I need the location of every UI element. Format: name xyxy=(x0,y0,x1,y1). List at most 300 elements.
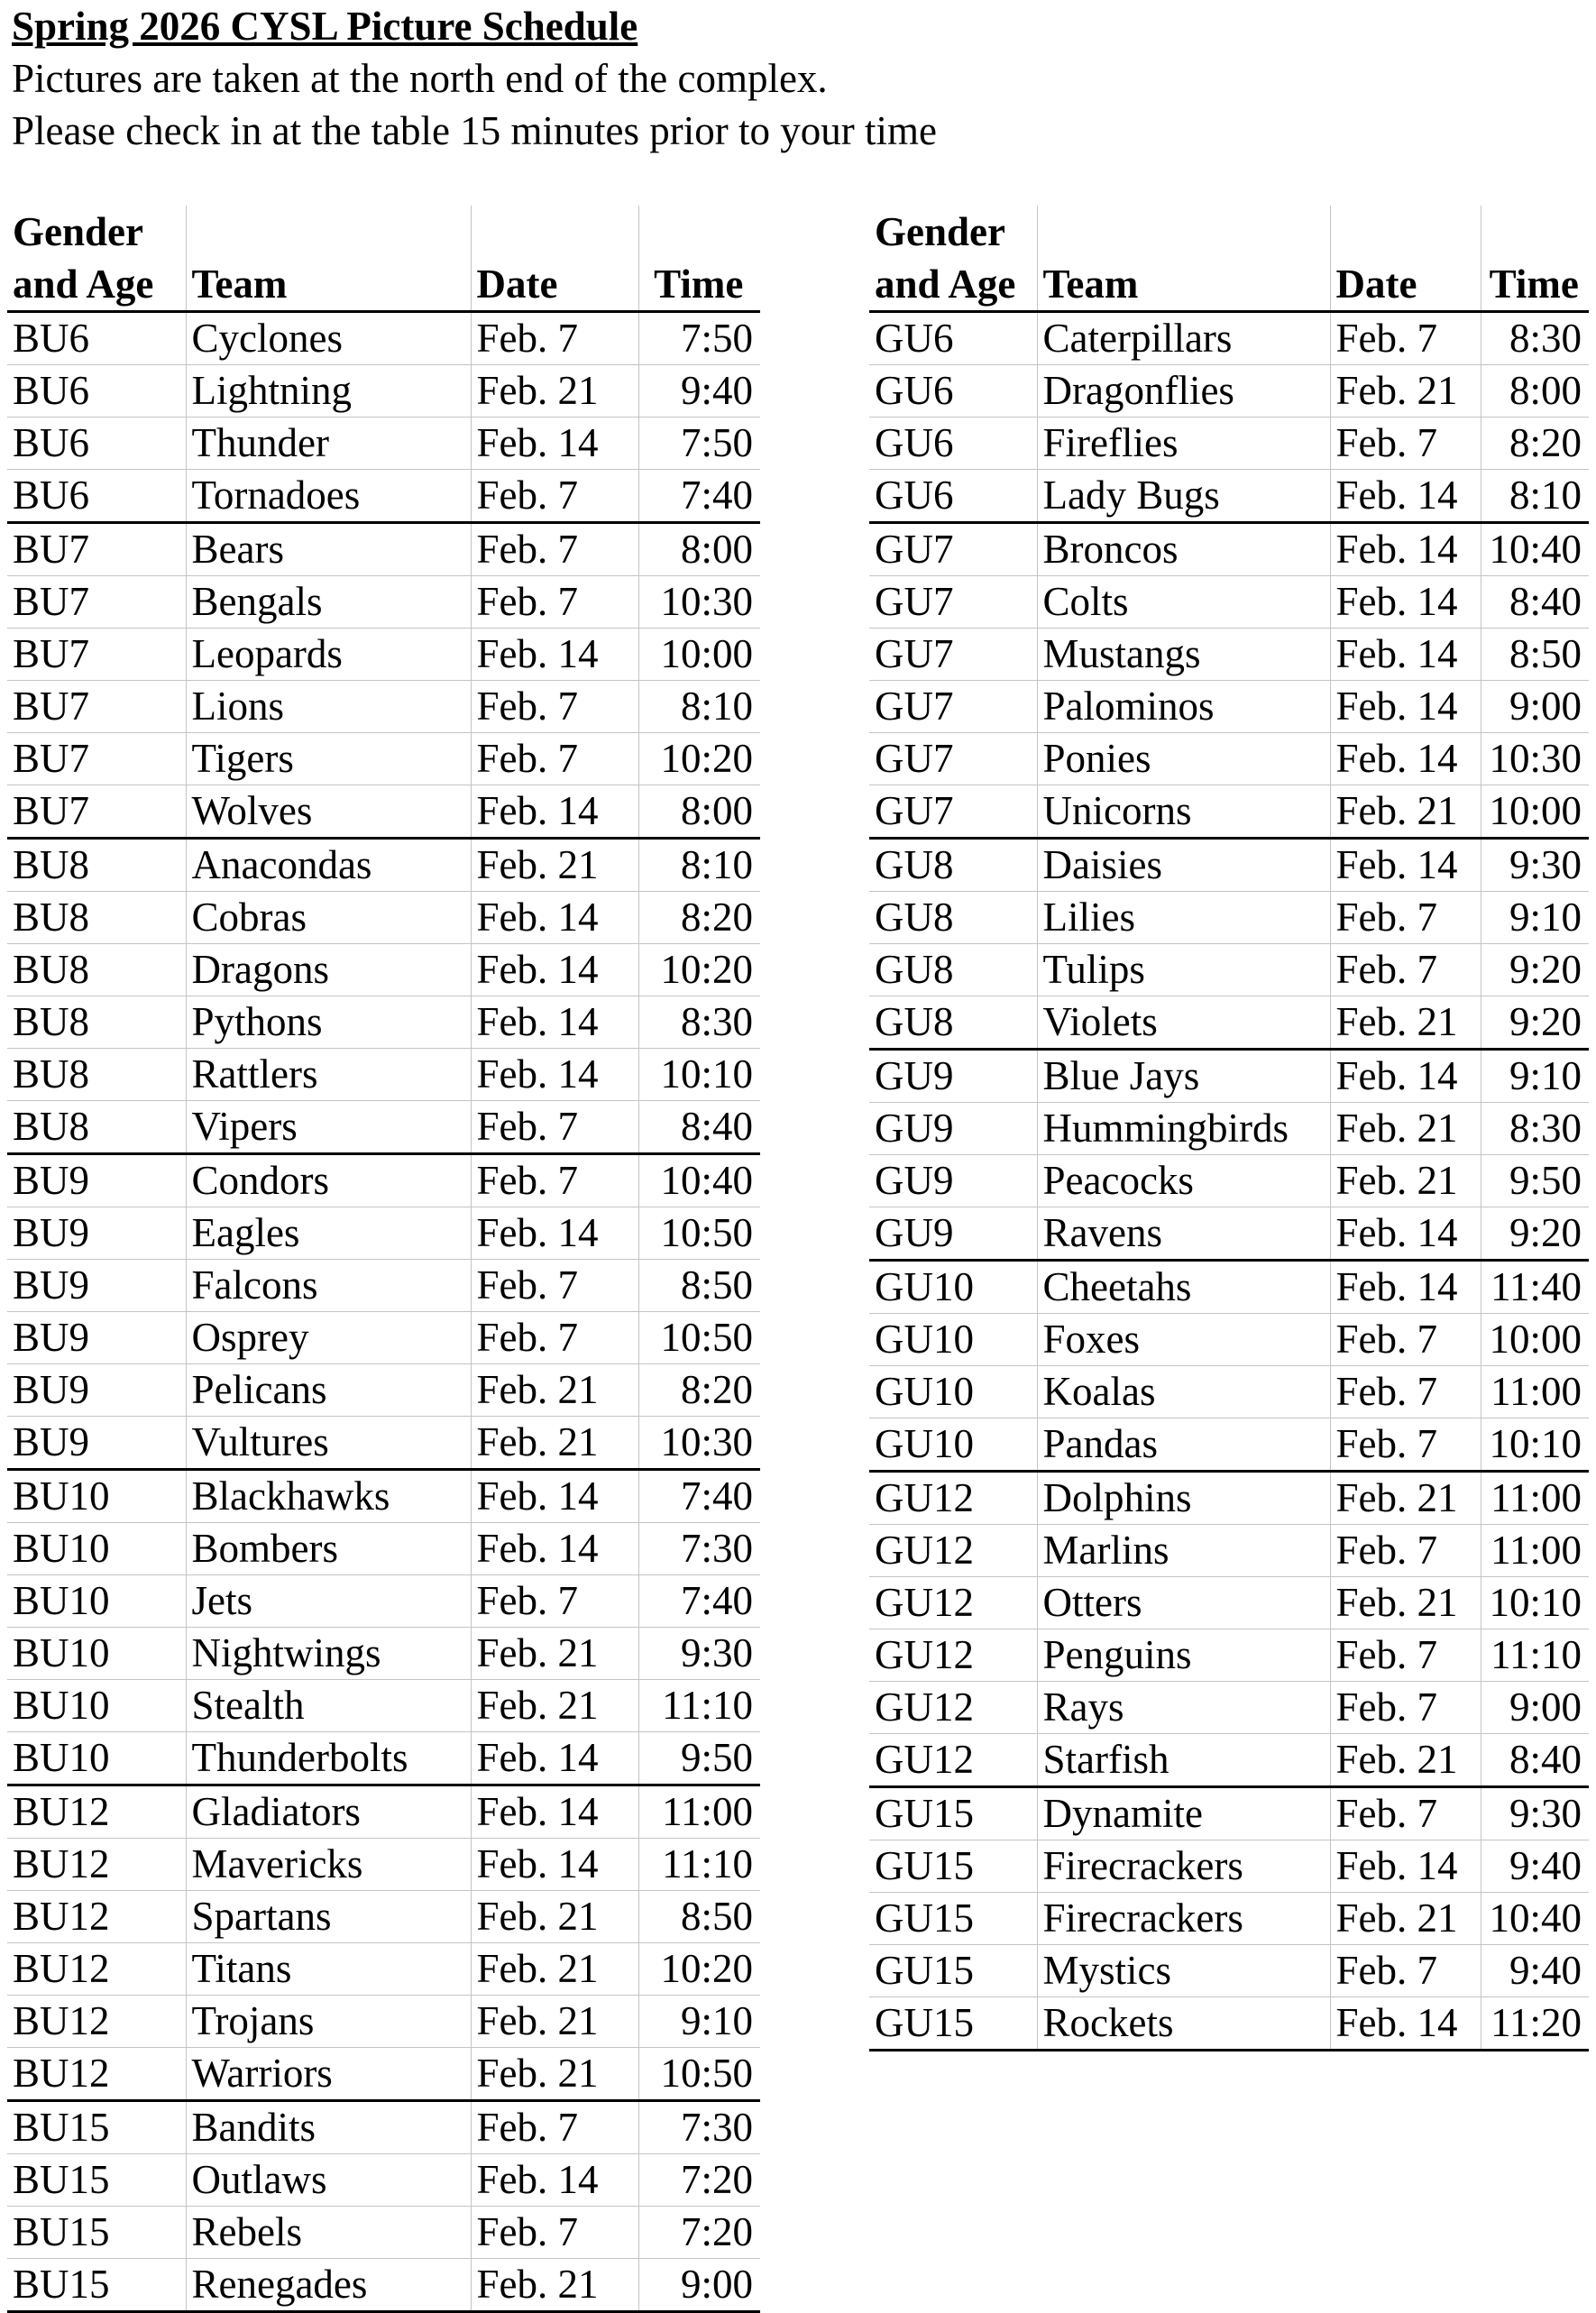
time-cell: 9:10 xyxy=(1481,892,1589,944)
table-row xyxy=(7,733,760,785)
gender-age-cell: BU7 xyxy=(7,576,186,629)
gender-age-cell: BU6 xyxy=(7,365,186,418)
table-row xyxy=(7,576,760,629)
table-row xyxy=(869,1366,1589,1418)
team-cell: Eagles xyxy=(186,1207,471,1260)
team-cell: Anacondas xyxy=(186,839,471,892)
gender-age-cell: GU10 xyxy=(869,1261,1037,1314)
team-cell: Blackhawks xyxy=(186,1470,471,1523)
gender-age-cell: GU8 xyxy=(869,892,1037,944)
team-cell: Unicorns xyxy=(1037,785,1330,839)
time-cell: 9:40 xyxy=(1481,1840,1589,1893)
gender-age-cell: GU10 xyxy=(869,1314,1037,1366)
gender-age-cell: GU6 xyxy=(869,312,1037,365)
gender-age-cell: GU7 xyxy=(869,681,1037,733)
table-row xyxy=(7,1943,760,1996)
gender-age-cell: BU9 xyxy=(7,1207,186,1260)
table-row xyxy=(7,1996,760,2048)
time-cell: 7:20 xyxy=(638,2207,760,2259)
time-cell: 11:40 xyxy=(1481,1261,1589,1314)
team-cell: Tigers xyxy=(186,733,471,785)
date-cell: Feb. 21 xyxy=(471,1996,638,2048)
gender-age-cell: BU6 xyxy=(7,470,186,523)
table-row xyxy=(869,1997,1589,2051)
table-row xyxy=(869,523,1589,576)
team-cell: Peacocks xyxy=(1037,1155,1330,1207)
team-cell: Trojans xyxy=(186,1996,471,2048)
team-cell: Gladiators xyxy=(186,1785,471,1839)
date-cell: Feb. 14 xyxy=(1330,523,1481,576)
table-row xyxy=(869,1155,1589,1207)
table-row xyxy=(869,312,1589,365)
time-cell: 8:20 xyxy=(638,892,760,944)
team-cell: Firecrackers xyxy=(1037,1893,1330,1945)
gender-age-cell: BU7 xyxy=(7,681,186,733)
time-cell: 11:10 xyxy=(638,1680,760,1732)
table-header-row xyxy=(7,206,760,312)
time-cell: 7:40 xyxy=(638,470,760,523)
boys-schedule-body xyxy=(7,312,760,2312)
boys-schedule-table xyxy=(7,206,760,2313)
team-cell: Mustangs xyxy=(1037,629,1330,681)
date-cell: Feb. 7 xyxy=(1330,1945,1481,1997)
table-row xyxy=(7,523,760,576)
time-cell: 8:30 xyxy=(638,996,760,1049)
time-cell: 10:10 xyxy=(1481,1577,1589,1629)
date-cell: Feb. 7 xyxy=(1330,1366,1481,1418)
date-cell: Feb. 7 xyxy=(1330,944,1481,996)
team-cell: Leopards xyxy=(186,629,471,681)
date-cell: Feb. 14 xyxy=(471,1732,638,1785)
team-cell: Titans xyxy=(186,1943,471,1996)
team-cell: Dragons xyxy=(186,944,471,996)
table-row xyxy=(869,1207,1589,1261)
time-cell: 7:40 xyxy=(638,1470,760,1523)
gender-age-cell: BU8 xyxy=(7,996,186,1049)
date-cell: Feb. 14 xyxy=(1330,839,1481,892)
team-cell: Palominos xyxy=(1037,681,1330,733)
date-cell: Feb. 7 xyxy=(1330,1787,1481,1840)
team-cell: Foxes xyxy=(1037,1314,1330,1366)
team-header: Team xyxy=(1037,206,1330,312)
time-cell: 10:50 xyxy=(638,1312,760,1364)
table-row xyxy=(869,1787,1589,1840)
gender-age-cell: BU15 xyxy=(7,2101,186,2154)
table-row xyxy=(7,1575,760,1628)
date-cell: Feb. 7 xyxy=(471,681,638,733)
team-cell: Firecrackers xyxy=(1037,1840,1330,1893)
gender-age-cell: BU10 xyxy=(7,1523,186,1575)
table-row xyxy=(7,1417,760,1470)
date-cell: Feb. 14 xyxy=(1330,629,1481,681)
team-cell: Vultures xyxy=(186,1417,471,1470)
team-cell: Colts xyxy=(1037,576,1330,629)
date-cell: Feb. 14 xyxy=(471,1523,638,1575)
gender-age-cell: BU8 xyxy=(7,892,186,944)
date-cell: Feb. 21 xyxy=(1330,1472,1481,1525)
time-cell: 8:00 xyxy=(638,785,760,839)
date-cell: Feb. 7 xyxy=(471,2101,638,2154)
date-cell: Feb. 14 xyxy=(471,996,638,1049)
time-cell: 9:30 xyxy=(638,1628,760,1680)
date-cell: Feb. 14 xyxy=(1330,1207,1481,1261)
table-row xyxy=(869,629,1589,681)
date-cell: Feb. 7 xyxy=(471,1575,638,1628)
gender-age-cell: BU9 xyxy=(7,1260,186,1312)
date-cell: Feb. 7 xyxy=(471,470,638,523)
table-row xyxy=(869,365,1589,418)
table-row xyxy=(7,1154,760,1207)
time-cell: 10:10 xyxy=(638,1049,760,1101)
table-row xyxy=(7,1101,760,1154)
date-cell: Feb. 21 xyxy=(1330,365,1481,418)
gender-age-cell: BU7 xyxy=(7,523,186,576)
time-cell: 10:40 xyxy=(638,1154,760,1207)
table-row xyxy=(869,1893,1589,1945)
team-cell: Lady Bugs xyxy=(1037,470,1330,523)
gender-age-cell: GU15 xyxy=(869,1840,1037,1893)
table-row xyxy=(869,1682,1589,1734)
team-cell: Rattlers xyxy=(186,1049,471,1101)
gender-age-cell: BU8 xyxy=(7,1101,186,1154)
team-cell: Thunder xyxy=(186,418,471,470)
team-cell: Ponies xyxy=(1037,733,1330,785)
gender-age-cell: BU12 xyxy=(7,1996,186,2048)
date-cell: Feb. 7 xyxy=(471,1312,638,1364)
date-cell: Feb. 21 xyxy=(1330,1734,1481,1787)
team-cell: Violets xyxy=(1037,996,1330,1050)
team-cell: Warriors xyxy=(186,2048,471,2101)
table-row xyxy=(7,996,760,1049)
team-cell: Lightning xyxy=(186,365,471,418)
date-cell: Feb. 7 xyxy=(1330,418,1481,470)
date-cell: Feb. 14 xyxy=(471,1049,638,1101)
table-row xyxy=(7,892,760,944)
date-header: Date xyxy=(1330,206,1481,312)
date-cell: Feb. 7 xyxy=(471,1154,638,1207)
team-cell: Dragonflies xyxy=(1037,365,1330,418)
team-cell: Blue Jays xyxy=(1037,1050,1330,1103)
team-cell: Starfish xyxy=(1037,1734,1330,1787)
team-cell: Otters xyxy=(1037,1577,1330,1629)
team-cell: Bandits xyxy=(186,2101,471,2154)
table-row xyxy=(869,1103,1589,1155)
location-note: Pictures are taken at the north end of the complex. xyxy=(12,56,828,101)
time-cell: 8:50 xyxy=(638,1260,760,1312)
team-cell: Jets xyxy=(186,1575,471,1628)
date-cell: Feb. 14 xyxy=(471,1470,638,1523)
date-cell: Feb. 14 xyxy=(471,418,638,470)
table-row xyxy=(7,1839,760,1891)
gender-age-cell: GU9 xyxy=(869,1050,1037,1103)
time-header: Time xyxy=(638,206,760,312)
table-row xyxy=(869,839,1589,892)
team-cell: Pandas xyxy=(1037,1418,1330,1472)
date-cell: Feb. 14 xyxy=(1330,1840,1481,1893)
time-cell: 9:20 xyxy=(1481,996,1589,1050)
gender-age-cell: GU7 xyxy=(869,576,1037,629)
gender-age-cell: BU6 xyxy=(7,418,186,470)
team-cell: Ravens xyxy=(1037,1207,1330,1261)
table-row xyxy=(7,1680,760,1732)
gender-age-cell: GU12 xyxy=(869,1472,1037,1525)
time-cell: 10:40 xyxy=(1481,1893,1589,1945)
gender-age-cell: BU12 xyxy=(7,1785,186,1839)
team-cell: Bengals xyxy=(186,576,471,629)
date-cell: Feb. 7 xyxy=(471,312,638,365)
date-cell: Feb. 14 xyxy=(471,1785,638,1839)
gender-age-cell: GU12 xyxy=(869,1525,1037,1577)
gender-age-cell: GU8 xyxy=(869,839,1037,892)
time-cell: 11:00 xyxy=(638,1785,760,1839)
date-cell: Feb. 7 xyxy=(471,576,638,629)
date-cell: Feb. 21 xyxy=(1330,996,1481,1050)
date-cell: Feb. 14 xyxy=(1330,733,1481,785)
gender-age-cell: BU9 xyxy=(7,1364,186,1417)
gender-age-cell: GU10 xyxy=(869,1366,1037,1418)
team-cell: Lilies xyxy=(1037,892,1330,944)
time-cell: 11:00 xyxy=(1481,1366,1589,1418)
table-row xyxy=(7,1049,760,1101)
table-row xyxy=(869,681,1589,733)
team-cell: Tornadoes xyxy=(186,470,471,523)
team-cell: Broncos xyxy=(1037,523,1330,576)
team-cell: Nightwings xyxy=(186,1628,471,1680)
table-row xyxy=(7,2101,760,2154)
checkin-note: Please check in at the table 15 minutes prior to your time xyxy=(12,108,937,153)
time-cell: 8:00 xyxy=(638,523,760,576)
date-cell: Feb. 21 xyxy=(471,839,638,892)
time-cell: 9:10 xyxy=(638,1996,760,2048)
gender-age-cell: BU12 xyxy=(7,1943,186,1996)
date-cell: Feb. 14 xyxy=(471,944,638,996)
date-cell: Feb. 21 xyxy=(1330,1577,1481,1629)
gender-age-cell: BU15 xyxy=(7,2207,186,2259)
table-row xyxy=(7,2048,760,2101)
time-cell: 8:40 xyxy=(1481,576,1589,629)
time-cell: 11:10 xyxy=(1481,1629,1589,1682)
time-cell: 10:20 xyxy=(638,944,760,996)
table-row xyxy=(869,733,1589,785)
table-row xyxy=(869,892,1589,944)
time-cell: 7:30 xyxy=(638,2101,760,2154)
time-cell: 9:20 xyxy=(1481,1207,1589,1261)
table-row xyxy=(869,1629,1589,1682)
gender-age-cell: GU15 xyxy=(869,1787,1037,1840)
time-cell: 8:10 xyxy=(1481,470,1589,523)
gender-age-cell: BU10 xyxy=(7,1628,186,1680)
date-cell: Feb. 7 xyxy=(1330,312,1481,365)
time-cell: 10:00 xyxy=(1481,1314,1589,1366)
time-cell: 9:00 xyxy=(1481,681,1589,733)
team-cell: Cheetahs xyxy=(1037,1261,1330,1314)
gender-age-cell: GU10 xyxy=(869,1418,1037,1472)
girls-schedule-body xyxy=(869,312,1589,2051)
page-title: Spring 2026 CYSL Picture Schedule xyxy=(12,4,638,49)
team-cell: Condors xyxy=(186,1154,471,1207)
team-cell: Renegades xyxy=(186,2259,471,2312)
table-row xyxy=(869,1261,1589,1314)
date-cell: Feb. 14 xyxy=(1330,1050,1481,1103)
team-cell: Cyclones xyxy=(186,312,471,365)
gender-age-cell: BU8 xyxy=(7,1049,186,1101)
gender-age-cell: GU6 xyxy=(869,418,1037,470)
table-row xyxy=(7,2259,760,2312)
date-cell: Feb. 7 xyxy=(1330,1314,1481,1366)
gender-age-cell: GU12 xyxy=(869,1577,1037,1629)
team-cell: Rockets xyxy=(1037,1997,1330,2051)
time-cell: 10:50 xyxy=(638,2048,760,2101)
gender-age-cell: BU10 xyxy=(7,1732,186,1785)
table-row xyxy=(7,1312,760,1364)
table-row xyxy=(7,1364,760,1417)
team-cell: Rays xyxy=(1037,1682,1330,1734)
team-cell: Mystics xyxy=(1037,1945,1330,1997)
team-cell: Daisies xyxy=(1037,839,1330,892)
time-cell: 8:30 xyxy=(1481,1103,1589,1155)
table-row xyxy=(7,2154,760,2207)
time-cell: 10:20 xyxy=(638,733,760,785)
date-cell: Feb. 7 xyxy=(471,2207,638,2259)
date-cell: Feb. 21 xyxy=(471,1943,638,1996)
table-row xyxy=(869,1472,1589,1525)
table-row xyxy=(7,629,760,681)
time-cell: 9:30 xyxy=(1481,839,1589,892)
team-cell: Dynamite xyxy=(1037,1787,1330,1840)
table-row xyxy=(7,470,760,523)
date-cell: Feb. 7 xyxy=(471,1260,638,1312)
date-cell: Feb. 7 xyxy=(471,1101,638,1154)
time-cell: 9:00 xyxy=(638,2259,760,2312)
gender-age-cell: BU10 xyxy=(7,1470,186,1523)
table-row xyxy=(7,1891,760,1943)
time-cell: 9:40 xyxy=(638,365,760,418)
time-cell: 8:40 xyxy=(1481,1734,1589,1787)
time-cell: 7:30 xyxy=(638,1523,760,1575)
date-cell: Feb. 7 xyxy=(1330,1418,1481,1472)
table-row xyxy=(869,576,1589,629)
team-cell: Pythons xyxy=(186,996,471,1049)
date-cell: Feb. 14 xyxy=(471,892,638,944)
team-cell: Dolphins xyxy=(1037,1472,1330,1525)
date-cell: Feb. 21 xyxy=(471,365,638,418)
date-cell: Feb. 14 xyxy=(1330,1997,1481,2051)
date-cell: Feb. 21 xyxy=(471,1891,638,1943)
team-cell: Vipers xyxy=(186,1101,471,1154)
table-row xyxy=(869,1050,1589,1103)
table-row xyxy=(7,312,760,365)
table-row xyxy=(869,1577,1589,1629)
table-row xyxy=(7,418,760,470)
table-row xyxy=(869,1418,1589,1472)
gender-age-cell: GU12 xyxy=(869,1629,1037,1682)
team-cell: Outlaws xyxy=(186,2154,471,2207)
gender-age-cell: GU12 xyxy=(869,1682,1037,1734)
date-cell: Feb. 21 xyxy=(471,1364,638,1417)
table-row xyxy=(7,944,760,996)
table-row xyxy=(869,1734,1589,1787)
gender-age-cell: GU6 xyxy=(869,470,1037,523)
time-cell: 7:50 xyxy=(638,312,760,365)
time-cell: 8:50 xyxy=(638,1891,760,1943)
time-cell: 11:10 xyxy=(638,1839,760,1891)
time-cell: 9:00 xyxy=(1481,1682,1589,1734)
time-header: Time xyxy=(1481,206,1589,312)
gender-age-cell: BU10 xyxy=(7,1680,186,1732)
time-cell: 9:50 xyxy=(638,1732,760,1785)
table-row xyxy=(869,785,1589,839)
time-cell: 9:20 xyxy=(1481,944,1589,996)
time-cell: 10:30 xyxy=(638,1417,760,1470)
team-cell: Spartans xyxy=(186,1891,471,1943)
date-cell: Feb. 14 xyxy=(1330,681,1481,733)
gender-age-cell: BU9 xyxy=(7,1417,186,1470)
team-cell: Fireflies xyxy=(1037,418,1330,470)
team-cell: Hummingbirds xyxy=(1037,1103,1330,1155)
team-cell: Bears xyxy=(186,523,471,576)
team-cell: Wolves xyxy=(186,785,471,839)
time-cell: 11:00 xyxy=(1481,1472,1589,1525)
time-cell: 8:10 xyxy=(638,839,760,892)
gender-age-cell: BU12 xyxy=(7,2048,186,2101)
team-cell: Bombers xyxy=(186,1523,471,1575)
team-header: Team xyxy=(186,206,471,312)
gender-age-cell: BU9 xyxy=(7,1312,186,1364)
table-row xyxy=(869,1840,1589,1893)
gender-age-cell: GU6 xyxy=(869,365,1037,418)
team-cell: Cobras xyxy=(186,892,471,944)
date-header: Date xyxy=(471,206,638,312)
table-row xyxy=(7,1207,760,1260)
time-cell: 8:20 xyxy=(638,1364,760,1417)
time-cell: 8:40 xyxy=(638,1101,760,1154)
table-row xyxy=(7,839,760,892)
team-cell: Rebels xyxy=(186,2207,471,2259)
gender-age-cell: GU8 xyxy=(869,944,1037,996)
date-cell: Feb. 21 xyxy=(471,1628,638,1680)
girls-schedule-table xyxy=(869,206,1589,2051)
team-cell: Falcons xyxy=(186,1260,471,1312)
gender-age-cell: GU8 xyxy=(869,996,1037,1050)
date-cell: Feb. 21 xyxy=(471,1680,638,1732)
date-cell: Feb. 7 xyxy=(1330,1525,1481,1577)
time-cell: 10:10 xyxy=(1481,1418,1589,1472)
table-row xyxy=(7,1523,760,1575)
table-row xyxy=(869,996,1589,1050)
gender-age-cell: GU15 xyxy=(869,1945,1037,1997)
gender-age-cell: BU8 xyxy=(7,839,186,892)
date-cell: Feb. 21 xyxy=(471,1417,638,1470)
gender-age-cell: GU15 xyxy=(869,1893,1037,1945)
gender-age-cell: BU7 xyxy=(7,629,186,681)
team-cell: Penguins xyxy=(1037,1629,1330,1682)
date-cell: Feb. 21 xyxy=(1330,1893,1481,1945)
team-cell: Tulips xyxy=(1037,944,1330,996)
time-cell: 9:50 xyxy=(1481,1155,1589,1207)
time-cell: 7:50 xyxy=(638,418,760,470)
team-cell: Mavericks xyxy=(186,1839,471,1891)
gender-age-cell: GU9 xyxy=(869,1207,1037,1261)
gender-age-cell: BU10 xyxy=(7,1575,186,1628)
date-cell: Feb. 7 xyxy=(1330,1629,1481,1682)
time-cell: 11:00 xyxy=(1481,1525,1589,1577)
table-row xyxy=(869,1314,1589,1366)
table-row xyxy=(7,2207,760,2259)
date-cell: Feb. 7 xyxy=(1330,1682,1481,1734)
time-cell: 10:40 xyxy=(1481,523,1589,576)
team-cell: Caterpillars xyxy=(1037,312,1330,365)
team-cell: Koalas xyxy=(1037,1366,1330,1418)
